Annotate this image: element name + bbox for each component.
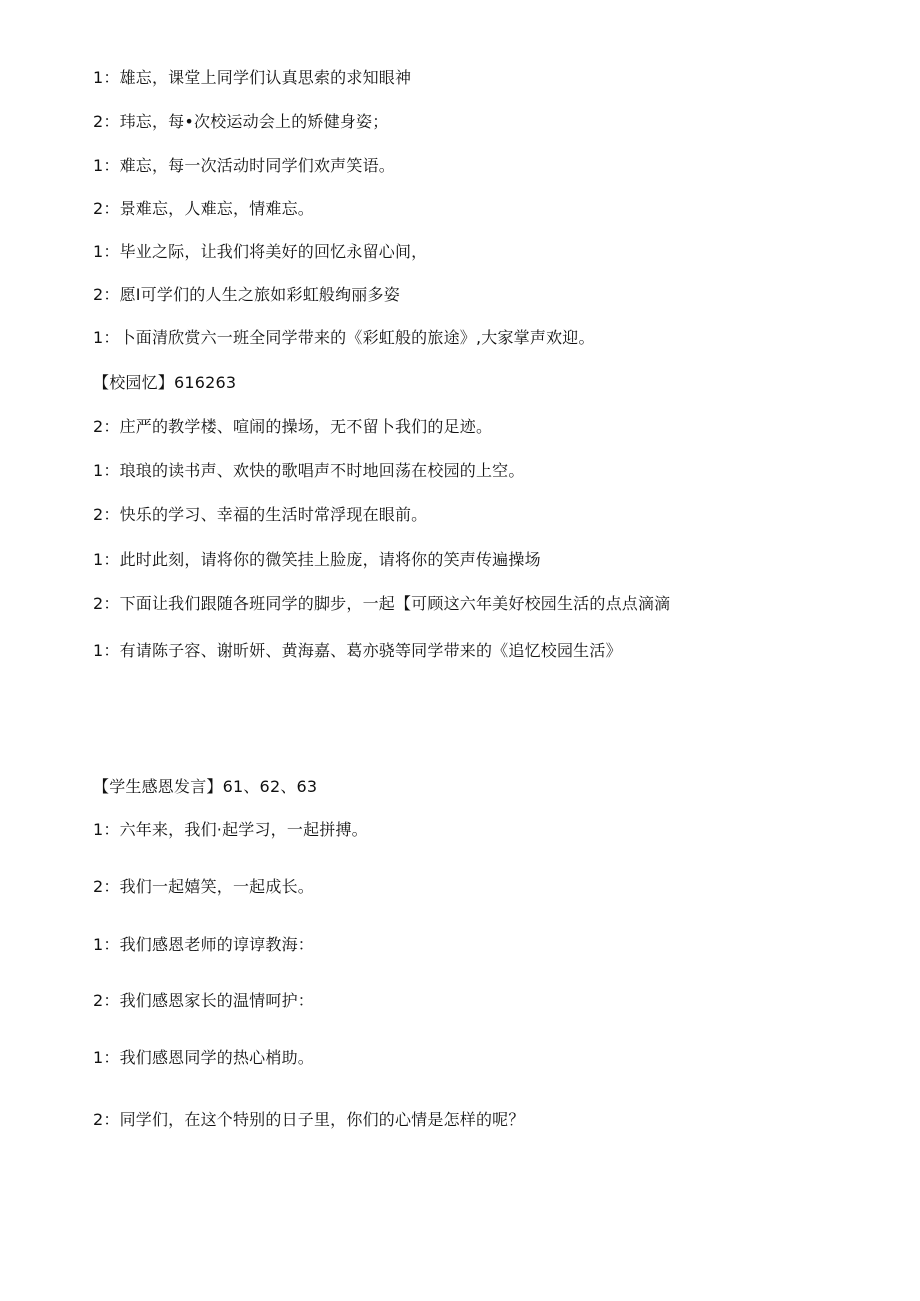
dialogue-line: 1：琅琅的读书声、欢快的歌唱声不时地回荡在校园的上空。 bbox=[93, 461, 525, 480]
dialogue-line: 1：六年来，我们·起学习，一起拼搏。 bbox=[93, 820, 368, 839]
dialogue-line: 1：卜面清欣赏六一班全同学带来的《彩虹般的旅途》,大家掌声欢迎。 bbox=[93, 328, 595, 347]
dialogue-line: 1：我们感恩同学的热心梢助。 bbox=[93, 1048, 314, 1067]
dialogue-line: 2：同学们，在这个特别的日子里，你们的心情是怎样的呢？ bbox=[93, 1110, 525, 1129]
dialogue-line: 2：景难忘，人难忘，情难忘。 bbox=[93, 199, 314, 218]
dialogue-line: 2：我们一起嬉笑，一起成长。 bbox=[93, 877, 314, 896]
dialogue-line: 2：玮忘，每•次校运动会上的矫健身姿； bbox=[93, 112, 389, 131]
dialogue-line: 1：毕业之际，让我们将美好的回忆永留心间， bbox=[93, 242, 428, 261]
dialogue-line: 2：下面让我们跟随各班同学的脚步，一起【可顾这六年美好校园生活的点点滴滴 bbox=[93, 594, 671, 613]
dialogue-line: 1：此时此刻，请将你的微笑挂上脸庞，请将你的笑声传遍操场 bbox=[93, 550, 541, 569]
dialogue-line: 1：有请陈子容、谢昕妍、黄海嘉、葛亦骁等同学带来的《追忆校园生活》 bbox=[93, 641, 622, 660]
section-heading: 【学生感恩发言】61、62、63 bbox=[93, 777, 318, 796]
dialogue-line: 2：我们感恩家长的温情呵护： bbox=[93, 991, 314, 1010]
dialogue-line: 1：难忘，每一次活动时同学们欢声笑语。 bbox=[93, 156, 395, 175]
dialogue-line: 2：快乐的学习、幸福的生活时常浮现在眼前。 bbox=[93, 505, 428, 524]
dialogue-line: 1：雄忘，课堂上同学们认真思索的求知眼神 bbox=[93, 68, 412, 87]
dialogue-line: 2：庄严的教学楼、喧闹的操场，无不留卜我们的足迹。 bbox=[93, 417, 493, 436]
dialogue-line: 2：愿I可学们的人生之旅如彩虹般绚丽多姿 bbox=[93, 285, 400, 304]
section-heading: 【校园忆】616263 bbox=[93, 373, 237, 392]
dialogue-line: 1：我们感恩老师的谆谆教海： bbox=[93, 935, 314, 954]
